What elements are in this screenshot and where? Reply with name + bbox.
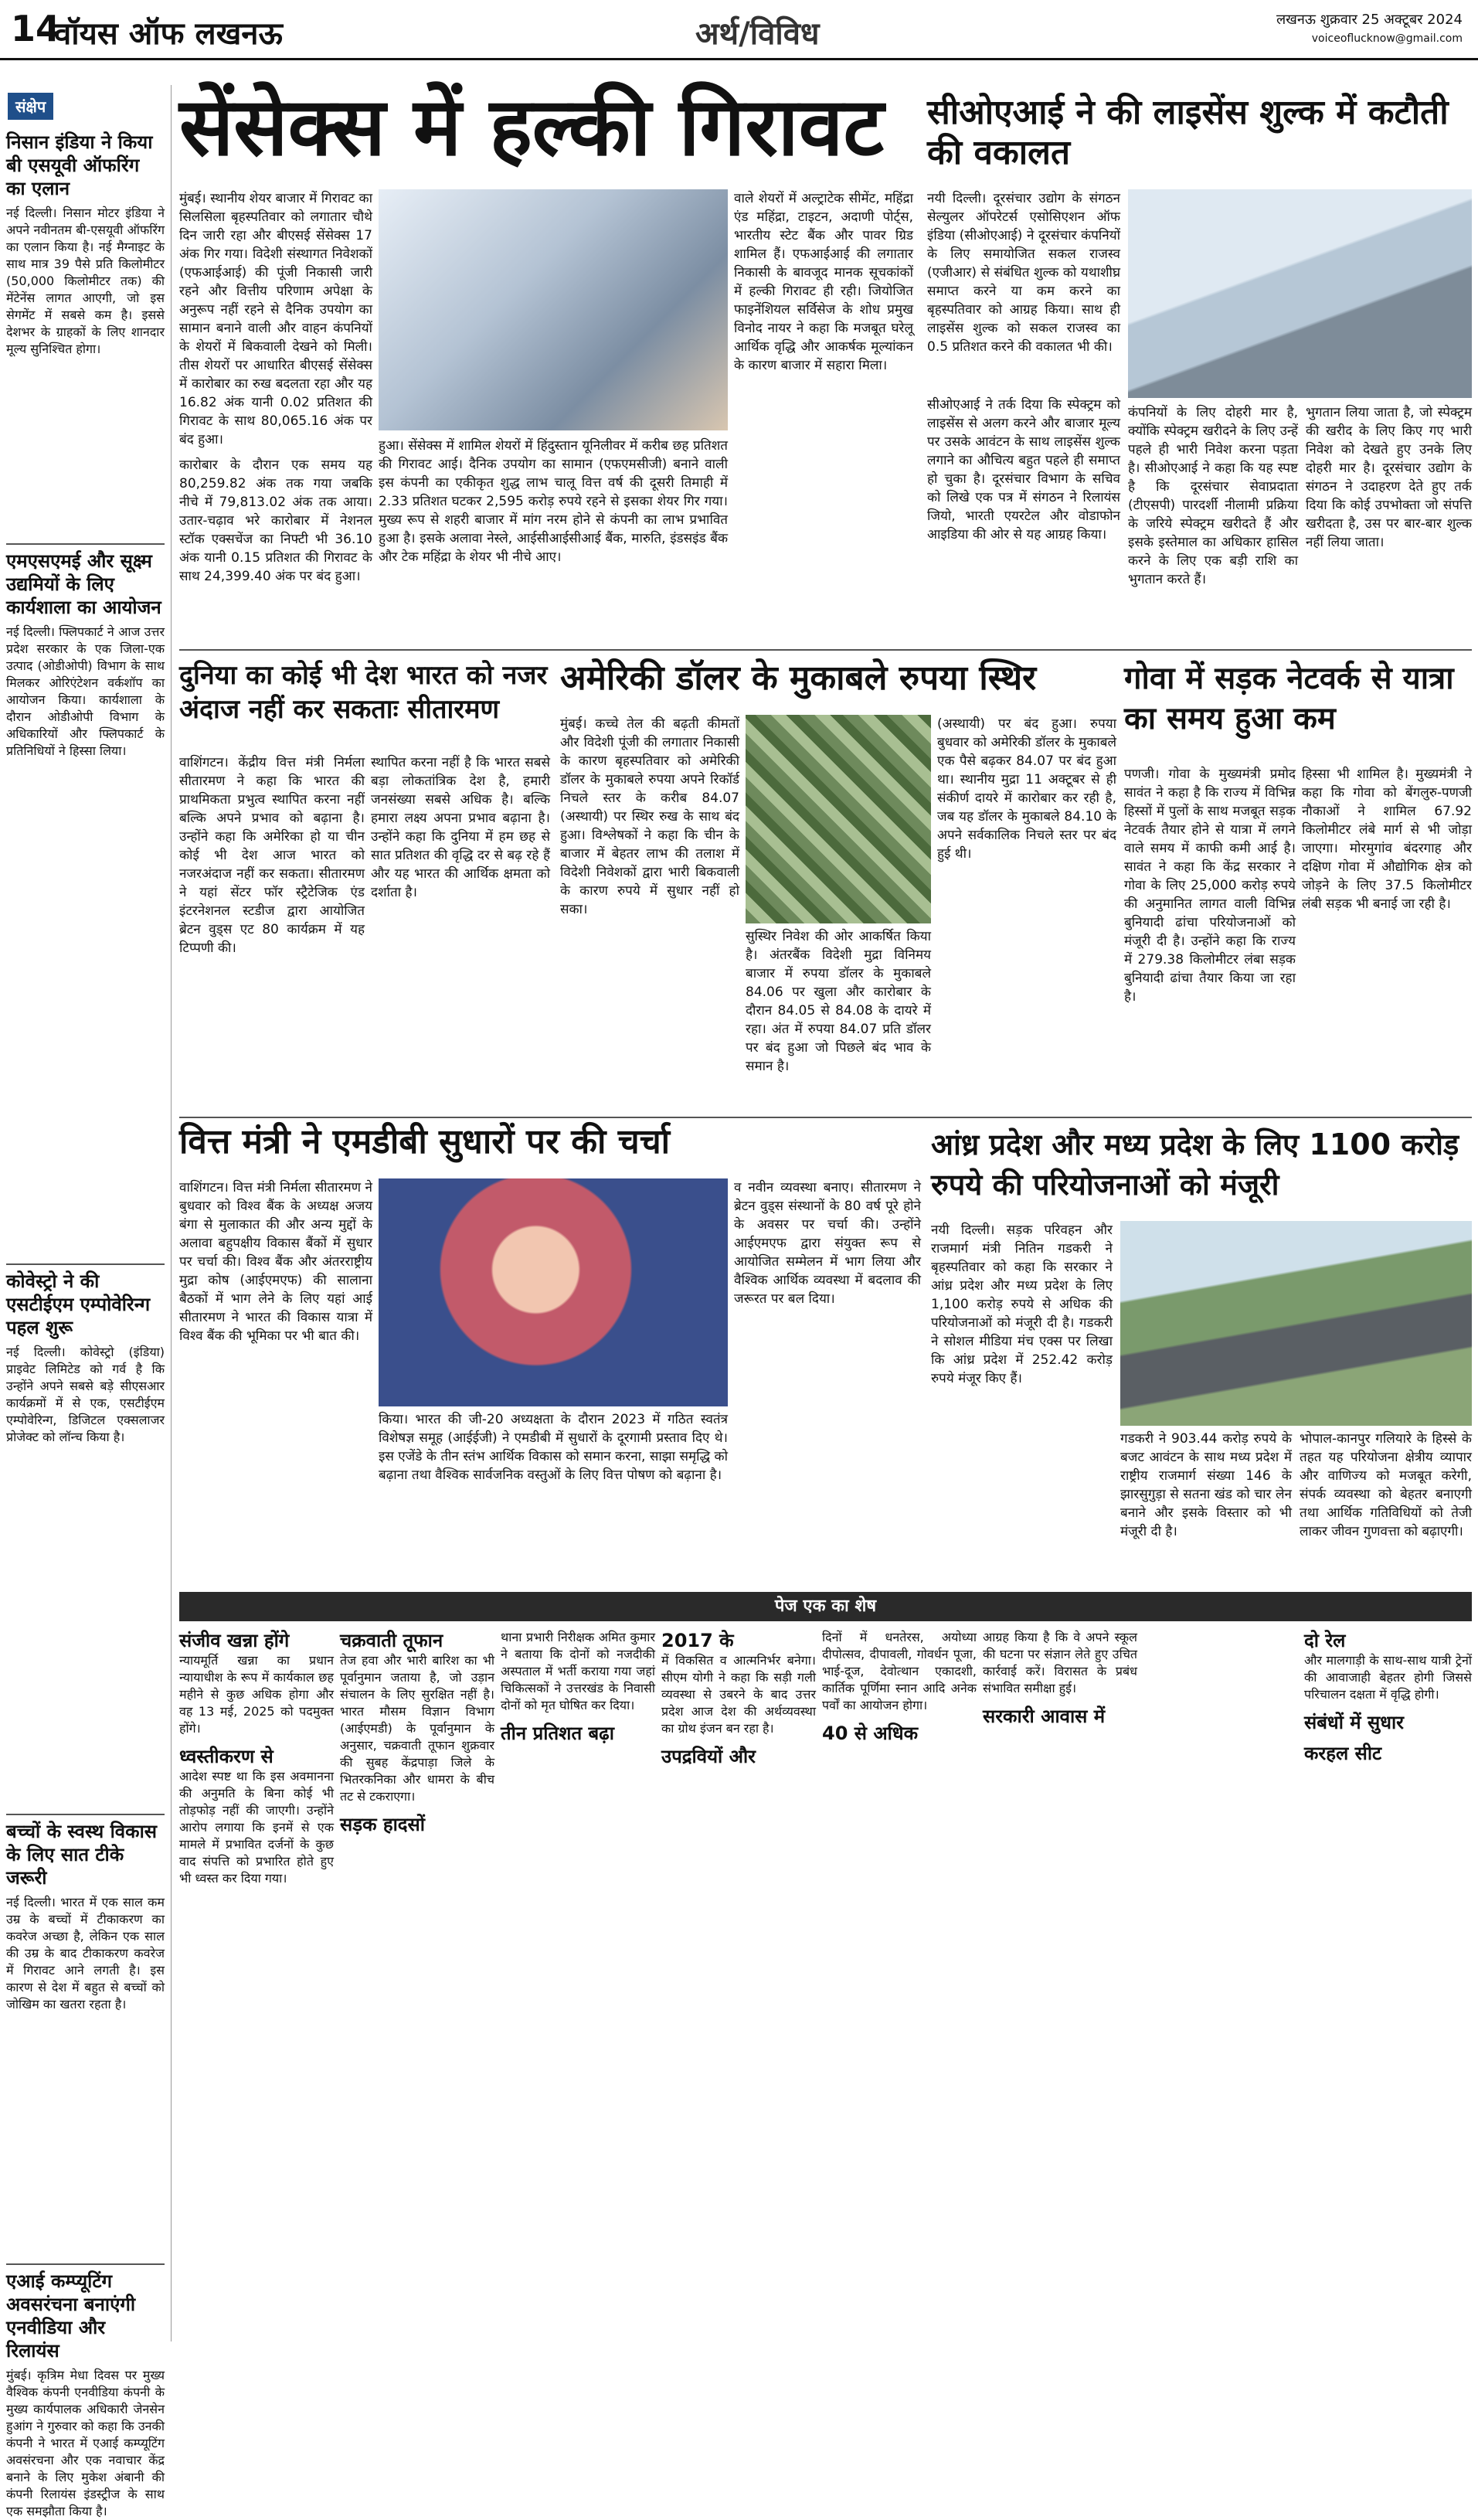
sensex-body-col1: मुंबई। स्थानीय शेयर बाजार में गिरावट का सिलसिला बृहस्पतिवार को लगातार चौथे दिन जारी रहा और बीएसई सेंसेक्स 17 अंक गिर गया। विदेशी संस्थागत निवेशकों (एफआईआई) की पूंजी निकासी जारी रहने और वित्तीय परिणाम अपेक्षा के अनुरूप नहीं रहने से दैनिक उपयोग का सामान बनाने वाली और वाहन कंपनियों के शेयरों में बिकवाली देखने को मिली। तीस शेयरों पर आधारित बीएसई सेंसेक्स में कारोबार का रुख बदलता रहा और यह 16.82 अंक यानी 0.02 प्रतिशत की गिरावट के साथ 80,065.16 अंक पर बंद हुआ। bbox=[179, 191, 372, 447]
bottom-col-5 bbox=[822, 1629, 977, 2340]
coai-body-col3: कंपनियों के लिए दोहरी मार है, क्योंकि स्पेक्ट्रम खरीदने के लिए उन्हें पहले ही भारी निवेश करना पड़ता है। सीओएआई ने कहा कि यह स्पष्ट है कि दूरसंचार सेवाप्रदाता (टीएसपी) पारदर्शी नीलामी प्रक्रिया के जरिये स्पेक्ट्रम खरीदते हैं और इसके इस्तेमाल का अधिकार हासिल करने के लिए एक बड़ी राशि का भुगतान करते हैं। bbox=[1128, 405, 1298, 587]
bottom-headline: 40 से अधिक bbox=[822, 1723, 919, 1744]
bottom-headline: ध्वस्तीकरण से bbox=[179, 1746, 274, 1767]
bottom-headline: चक्रवाती तूफान bbox=[340, 1630, 443, 1651]
bottom-col-1 bbox=[179, 1629, 334, 2340]
goa-body-col2: हिस्सा भी शामिल है। मुख्यमंत्री ने कहा कि गोवा को बेंगलुरु-पणजी नौकाओं ने शामिल 67.92 किलोमीटर लंबे मार्ग से भी जोड़ा जाएगा। मोरमुगांव बंदरगाह और दक्षिण गोवा में औद्योगिक क्षेत्र को जोड़ने के लिए 37.5 किलोमीटर लंबी सड़क भी बनाई जा रही है। bbox=[1302, 767, 1472, 912]
rupee-body-col2: सुस्थिर निवेश की ओर आकर्षित किया है। अंतरबैंक विदेशी मुद्रा विनिमय बाजार में रुपया डॉलर के मुकाबले 84.06 पर खुला और कारोबार के दौरान 84.05 से 84.08 के दायरे में रहा। अंत में रुपया 84.07 प्रति डॉलर पर बंद हुआ जो पिछले बंद भाव के समान है। bbox=[746, 929, 931, 1074]
goa-body-col1: पणजी। गोवा के मुख्यमंत्री प्रमोद सावंत ने कहा है कि राज्य में विभिन्न हिस्सों में पुलों के साथ मजबूत सड़क नेटवर्क तैयार होने से यात्रा में लगने वाले समय में काफी कमी आई है। सावंत ने कहा कि केंद्र सरकार ने गोवा के लिए 25,000 करोड़ रुपये की अनुमानित लागत वाली विभिन्न बुनियादी ढांचा परियोजनाओं को मंजूरी दी है। उन्होंने कहा कि राज्य में 279.38 किलोमीटर लंबा सड़क बुनियादी ढांचा तैयार किया जा रहा है। bbox=[1124, 767, 1296, 1005]
sitharaman-body-col1: वाशिंगटन। केंद्रीय वित्त मंत्री निर्मला सीतारमण ने कहा कि भारत की प्राथमिकता प्रभुत्व स्थापित करना नहीं बल्कि अपने प्रभाव को बढ़ाना है। उन्होंने कहा कि अमेरिका हो या चीन कोई भी देश आज भारत को नजरअंदाज नहीं कर सकता। सीतारमण ने यहां सेंटर फॉर स्ट्रैटेजिक एंड इंटरनेशनल स्टडीज द्वारा आयोजित ब्रेटन वुड्स एट 80 कार्यक्रम में यह टिप्पणी की। bbox=[179, 755, 365, 956]
section-divider bbox=[179, 649, 1472, 651]
sensex-headline: सेंसेक्स में हल्की गिरावट bbox=[179, 80, 884, 174]
sitharaman-headline: दुनिया का कोई भी देश भारत को नजर अंदाज नहीं कर सकताः सीतारमण bbox=[179, 660, 548, 725]
page-number: 14 bbox=[11, 8, 61, 49]
andhra-headline: आंध्र प्रदेश और मध्य प्रदेश के लिए 1100 करोड़ रुपये की परियोजनाओं को मंजूरी bbox=[931, 1127, 1459, 1202]
sensex-body-col2: हुआ। सेंसेक्स में शामिल शेयरों में हिंदुस्तान यूनिलीवर में करीब छह प्रतिशत की गिरावट आई। दैनिक उपयोग का सामान (एफएमसीजी) बनाने वाली इस कंपनी का एकीकृत शुद्ध लाभ चालू वित्त वर्ष की दूसरी तिमाही में 2.33 प्रतिशत घटकर 2,595 करोड़ रुपये रहने से इसका शेयर गिर गया। मुख्य रूप से शहरी बाजार में मांग नरम होने से कंपनी का लाभ प्रभावित हुआ है। इसके अलावा नेस्ले, आईसीआईसीआई बैंक, मारुति, इंडसइंड बैंक और टेक महिंद्रा के शेयर भी नीचे आए। bbox=[379, 438, 728, 565]
sidebar-tag: संक्षेप bbox=[8, 93, 53, 120]
highway-photo bbox=[1120, 1221, 1472, 1426]
bottom-body: और मालगाड़ी के साथ-साथ यात्री ट्रेनों की आवाजाही बेहतर होगी जिससे परिचालन दक्षता में वृद्धि होगी। bbox=[1304, 1653, 1472, 1702]
coai-headline: सीओएआई ने की लाइसेंस शुल्क में कटौती की वकालत bbox=[927, 93, 1449, 172]
sidebar-body: नई दिल्ली। निसान मोटर इंडिया ने अपने नवीनतम बी-एसयूवी ऑफरिंग का एलान किया है। नई मैग्नाइट के साथ मात्र 39 पैसे प्रति किलोमीटर (50,000 किलोमीटर तक) की मेंटेनेंस लागत आएगी, जो इस सेगमेंट में सबसे कम है। इससे देशभर के ग्राहकों के लिए शानदार मूल्य सुनिश्चित होगा। bbox=[6, 206, 165, 356]
sitharaman-body-col2: स्थापित करना नहीं है कि भारत सबसे बड़ा लोकतांत्रिक देश है, हमारी जनसंख्या सबसे अधिक है। बल्कि हमारा लक्ष्य अपना प्रभाव बढ़ाना है। उन्होंने कहा कि दुनिया में हम छह से सात प्रतिशत की वृद्धि दर से बढ़ रहे हैं और यह भारत की आर्थिक क्षमता को दर्शाता है। bbox=[371, 755, 550, 900]
andhra-body-col2: गडकरी ने 903.44 करोड़ रुपये के बजट आवंटन के साथ मध्य प्रदेश में राष्ट्रीय राजमार्ग संख्या 146 के झारसुगुड़ा से सतना खंड को चार लेन बनाने और इसके विस्तार को भी मंजूरी दी है। bbox=[1120, 1431, 1292, 1539]
sidebar-headline: एआई कम्प्यूटिंग अवसरंचना बनाएंगी एनवीडिया और रिलायंस bbox=[6, 2263, 165, 2362]
bottom-body: दिनों में धनतेरस, अयोध्या दीपोत्सव, दीपावली, गोवर्धन पूजा, भाई-दूज, देवोत्थान एकादशी, कार्तिक पूर्णिमा स्नान आदि अनेक पर्वों का आयोजन होगा। bbox=[822, 1630, 977, 1712]
bottom-col-4 bbox=[661, 1629, 816, 2340]
rupee-headline: अमेरिकी डॉलर के मुकाबले रुपया स्थिर bbox=[560, 658, 1037, 698]
bottom-col-6 bbox=[983, 1629, 1137, 2340]
sidebar-headline: बच्चों के स्वस्थ विकास के लिए सात टीके जरूरी bbox=[6, 1814, 165, 1889]
bottom-headline: करहल सीट bbox=[1304, 1743, 1382, 1764]
bottom-body: न्यायमूर्ति खन्ना का प्रधान न्यायाधीश के रूप में कार्यकाल छह महीने से कुछ अधिक होगा और वह 13 मई, 2025 को पदमुक्त होंगे। bbox=[179, 1653, 334, 1736]
bottom-body: थाना प्रभारी निरीक्षक अमित कुमार ने बताया कि दोनों को नजदीकी अस्पताल में भर्ती कराया गया जहां चिकित्सकों ने उत्तरखंड के निवासी दोनों को मृत घोषित कर दिया। bbox=[501, 1630, 655, 1712]
andhra-body-col1: नयी दिल्ली। सड़क परिवहन और राजमार्ग मंत्री नितिन गडकरी ने बृहस्पतिवार को कहा कि सरकार ने आंध्र प्रदेश और मध्य प्रदेश के लिए 1,100 करोड़ रुपये से अधिक की परियोजनाओं को मंजूरी दी है। गडकरी ने सोशल मीडिया मंच एक्स पर लिखा कि आंध्र प्रदेश में 252.42 करोड़ रुपये मंजूर किए हैं। bbox=[931, 1223, 1113, 1386]
andhra-body-col3: भोपाल-कानपुर गलियारे के हिस्से के तहत यह परियोजना क्षेत्रीय व्यापार और वाणिज्य को मजबूत करेगी, संपर्क व्यवस्था को बेहतर बनाएगी तथा आर्थिक गतिविधियों को तेजी लाकर जीवन गुणवत्ता को बढ़ाएगी। bbox=[1300, 1431, 1472, 1539]
coai-body-col4: भुगतान लिया जाता है, जो स्पेक्ट्रम की खरीद के लिए किए गए भारी निवेश को देखते हुए उनके लिए दोहरी मार है। दूरसंचार उद्योग के संगठन ने उदाहरण देते हुए तर्क दिया कि कोई उपभोक्ता जो संपत्ति खरीदता है, उस पर बार-बार शुल्क नहीं लिया जाता। bbox=[1306, 405, 1472, 550]
bottom-body: में विकसित व आत्मनिर्भर बनेगा। सीएम योगी ने कहा कि सड़ी गली व्यवस्था से उबरने के बाद उत्तर प्रदेश आज देश की अर्थव्यवस्था का ग्रोथ इंजन बन रहा है। bbox=[661, 1653, 816, 1736]
rupee-body-col3: (अस्थायी) पर बंद हुआ। रुपया बुधवार को अमेरिकी डॉलर के मुकाबले एक पैसे बढ़कर 84.07 पर बंद हुआ था। स्थानीय मुद्रा 11 अक्टूबर से ही संकीर्ण दायरे में कारोबार कर रही है, जब यह डॉलर के मुकाबले 84.10 के अपने सर्वकालिक निचले स्तर पर बंद हुई थी। bbox=[937, 716, 1116, 862]
bottom-headline: तीन प्रतिशत बढ़ा bbox=[501, 1723, 614, 1744]
bottom-body: आदेश स्पष्ट था कि इस अवमानना की अनुमति के बिना कोई भी तोड़फोड़ नहीं की जाएगी। उन्होंने आरोप लगाया कि इनमें से एक मामले में प्रभावित दर्जनों के कुछ वाद संपत्ति को प्रभारित होते हुए भी ध्वस्त कर दिया गया। bbox=[179, 1769, 334, 1886]
bottom-headline: सरकारी आवास में bbox=[983, 1706, 1106, 1727]
continued-from-page-one-banner: पेज एक का शेष bbox=[179, 1592, 1472, 1621]
satellite-dish-photo bbox=[1128, 189, 1472, 398]
bottom-headline: 2017 के bbox=[661, 1630, 734, 1651]
section-divider bbox=[179, 1117, 1472, 1118]
sidebar-headline: एमएसएमई और सूक्ष्म उद्यमियों के लिए कार्यशाला का आयोजन bbox=[6, 543, 165, 619]
mdb-body-col1: वाशिंगटन। वित्त मंत्री निर्मला सीतारमण ने बुधवार को विश्व बैंक के अध्यक्ष अजय बंगा से मुलाकात की और अन्य मुद्दों के अलावा बहुपक्षीय विकास बैंकों में सुधार पर चर्चा की। विश्व बैंक और अंतरराष्ट्रीय मुद्रा कोष (आईएमएफ) की सालाना बैठकों में भाग लेने के लिए यहां आई सीतारमण ने भारत की विकास यात्रा में विश्व बैंक की भूमिका पर भी बात की। bbox=[179, 1180, 372, 1344]
newspaper-brand: वॉयस ऑफ लखनऊ bbox=[54, 16, 283, 52]
coai-body-col1: नयी दिल्ली। दूरसंचार उद्योग के संगठन सेल्युलर ऑपरेटर्स एसोसिएशन ऑफ इंडिया (सीओएआई) ने दूरसंचार कंपनियों के लिए समायोजित सकल राजस्व (एजीआर) से संबंधित शुल्क को यथाशीघ्र समाप्त करने या कम करने का बृहस्पतिवार को आग्रह किया। साथ ही लाइसेंस शुल्क को सकल राजस्व का 0.5 प्रतिशत करने की वकालत भी की। bbox=[927, 191, 1120, 355]
masthead bbox=[0, 0, 1478, 60]
bottom-col-2 bbox=[340, 1629, 494, 2340]
bottom-headline: दो रेल bbox=[1304, 1630, 1346, 1651]
bottom-headline: संजीव खन्ना होंगे bbox=[179, 1630, 290, 1651]
brief-news-sidebar bbox=[0, 85, 172, 2518]
dollar-notes-photo bbox=[746, 715, 931, 923]
section-title: अर्थ/विविध bbox=[695, 16, 820, 52]
finance-minister-photo bbox=[379, 1178, 728, 1406]
bottom-headline: उपद्रवियों और bbox=[661, 1746, 756, 1767]
sidebar-body: नई दिल्ली। फ्लिपकार्ट ने आज उत्तर प्रदेश सरकार के एक जिला-एक उत्पाद (ओडीओपी) विभाग के साथ मिलकर ओरिएंटेशन वर्कशॉप का आयोजन किया। कार्यशाला के दौरान ओडीओपी विभाग के अधिकारियों और फ्लिपकार्ट के प्रतिनिधियों ने हिस्सा लिया। bbox=[6, 624, 165, 758]
bottom-col-3 bbox=[501, 1629, 655, 2340]
sidebar-body: नई दिल्ली। कोवेस्ट्रो (इंडिया) प्राइवेट लिमिटेड को गर्व है कि उन्होंने अपने सबसे बड़े सीएसआर कार्यक्रमों में से एक, एसटीईएम एम्पोवेरिन्ग, डिजिटल एक्सलाजर प्रोजेक्ट को लॉन्च किया है। bbox=[6, 1345, 165, 1444]
sensex-body-col4: वाले शेयरों में अल्ट्राटेक सीमेंट, महिंद्रा एंड महिंद्रा, टाइटन, अदाणी पोर्ट्स, भारतीय स्टेट बैंक और पावर ग्रिड शामिल हैं। एफआईआई की लगातार निकासी के बावजूद मानक सूचकांकों में हल्की गिरावट ही रही। जियोजित फाइनेंशियल सर्विसेज के शोध प्रमुख विनोद नायर ने कहा कि मजबूत घरेलू आर्थिक वृद्धि और आकर्षक मूल्यांकन के कारण बाजार में सहारा मिला। bbox=[734, 191, 913, 373]
bottom-headline: सड़क हादसों bbox=[340, 1814, 425, 1835]
sidebar-headline: कोवेस्ट्रो ने की एसटीईएम एम्पोवेरिन्ग पहल शुरू bbox=[6, 1263, 165, 1339]
market-crash-photo bbox=[379, 189, 728, 430]
bottom-col-8 bbox=[1304, 1629, 1472, 2340]
bottom-headline: संबंधों में सुधार bbox=[1304, 1712, 1404, 1733]
bottom-body: तेज हवा और भारी बारिश का भी पूर्वानुमान जताया है, जो उड़ान संचालन के लिए सुरक्षित नहीं है। भारत मौसम विज्ञान विभाग (आईएमडी) के पूर्वानुमान के अनुसार, चक्रवाती तूफान शुक्रवार की सुबह केंद्रपाड़ा जिले के भितरकनिका और धामरा के बीच तट से टकराएगा। bbox=[340, 1653, 494, 1804]
bottom-body: आग्रह किया है कि वे अपने स्कूल की घटना पर संज्ञान लेते हुए उचित कार्रवाई करें। विरासत के प्रबंध संभावित समीक्षा हुई। bbox=[983, 1630, 1137, 1695]
dateline bbox=[1276, 11, 1463, 48]
issue-date: लखनऊ शुक्रवार 25 अक्टूबर 2024 bbox=[1276, 12, 1463, 28]
sensex-body-col3: कारोबार के दौरान एक समय यह 80,259.82 अंक तक गया जबकि नीचे में 79,813.02 अंक तक आया। उतार-चढ़ाव भरे कारोबार में नेशनल स्टॉक एक्सचेंज का निफ्टी भी 36.10 अंक यानी 0.15 प्रतिशत की गिरावट के साथ 24,399.40 अंक पर बंद हुआ। bbox=[179, 457, 372, 584]
contact-email: voiceoflucknow@gmail.com bbox=[1311, 32, 1463, 45]
goa-headline: गोवा में सड़क नेटवर्क से यात्रा का समय हुआ कम bbox=[1124, 661, 1454, 736]
sidebar-body: नई दिल्ली। भारत में एक साल कम उम्र के बच्चों में टीकाकरण का कवरेज अच्छा है, लेकिन एक साल की उम्र के बाद टीकाकरण कवरेज में गिरावट आने लगती है। इस कारण से देश में बहुत से बच्चों को जोखिम का खतरा रहता है। bbox=[6, 1895, 165, 2012]
mdb-body-col3: व नवीन व्यवस्था बनाए। सीतारमण ने ब्रेटन वुड्स संस्थानों के 80 वर्ष पूरे होने के अवसर पर चर्चा की। उन्होंने आईएमएफ द्वारा संयुक्त रूप से आयोजित सम्मेलन में भाग लिया और वैश्विक आर्थिक व्यवस्था में बदलाव की जरूरत पर बल दिया। bbox=[734, 1180, 921, 1307]
sidebar-body: मुंबई। कृत्रिम मेधा दिवस पर मुख्य वैश्विक कंपनी एनवीडिया कंपनी के मुख्य कार्यपालक अधिकारी जेनसेन हुआंग ने गुरुवार को कहा कि उनकी कंपनी ने भारत में एआई कम्प्यूटिंग अवसंरचना और एक नवाचार केंद्र बनाने के लिए मुकेश अंबानी की कंपनी रिलायंस इंडस्ट्रीज के साथ एक समझौता किया है। bbox=[6, 2368, 165, 2518]
mdb-headline: वित्त मंत्री ने एमडीबी सुधारों पर की चर्चा bbox=[179, 1122, 671, 1161]
sidebar-headline: निसान इंडिया ने किया बी एसयूवी ऑफरिंग का एलान bbox=[6, 131, 153, 199]
coai-body-col2: सीओएआई ने तर्क दिया कि स्पेक्ट्रम को लाइसेंस से अलग करने और बाजार मूल्य पर उसके आवंटन के साथ लाइसेंस शुल्क लगाने का औचित्य बहुत पहले ही समाप्त हो चुका है। दूरसंचार विभाग के सचिव को लिखे एक पत्र में संगठन ने रिलायंस जियो, भारती एयरटेल और वोडाफोन आइडिया की ओर से यह आग्रह किया। bbox=[927, 397, 1120, 542]
rupee-body-col1: मुंबई। कच्चे तेल की बढ़ती कीमतों और विदेशी पूंजी की लगातार निकासी के कारण बृहस्पतिवार को अमेरिकी डॉलर के मुकाबले रुपया अपने रिकॉर्ड निचले स्तर के करीब 84.07 (अस्थायी) पर स्थिर रुख के साथ बंद हुआ। विश्लेषकों ने कहा कि चीन के बाजार में बेहतर लाभ की तलाश में विदेशी निवेशकों द्वारा भारी बिकवाली के कारण रुपये में सुधार नहीं हो सका। bbox=[560, 716, 739, 917]
mdb-body-col2: किया। भारत की जी-20 अध्यक्षता के दौरान 2023 में गठित स्वतंत्र विशेषज्ञ समूह (आईईजी) ने एमडीबी में सुधारों के दूरगामी प्रस्ताव दिए थे। इस एजेंडे के तीन स्तंभ आर्थिक विकास को समान करना, साझा समृद्धि को बढ़ाना तथा वैश्विक सार्वजनिक वस्तुओं के लिए वित्त पोषण को बढ़ाना है। bbox=[379, 1412, 728, 1483]
bottom-col-7 bbox=[1143, 1629, 1298, 2340]
